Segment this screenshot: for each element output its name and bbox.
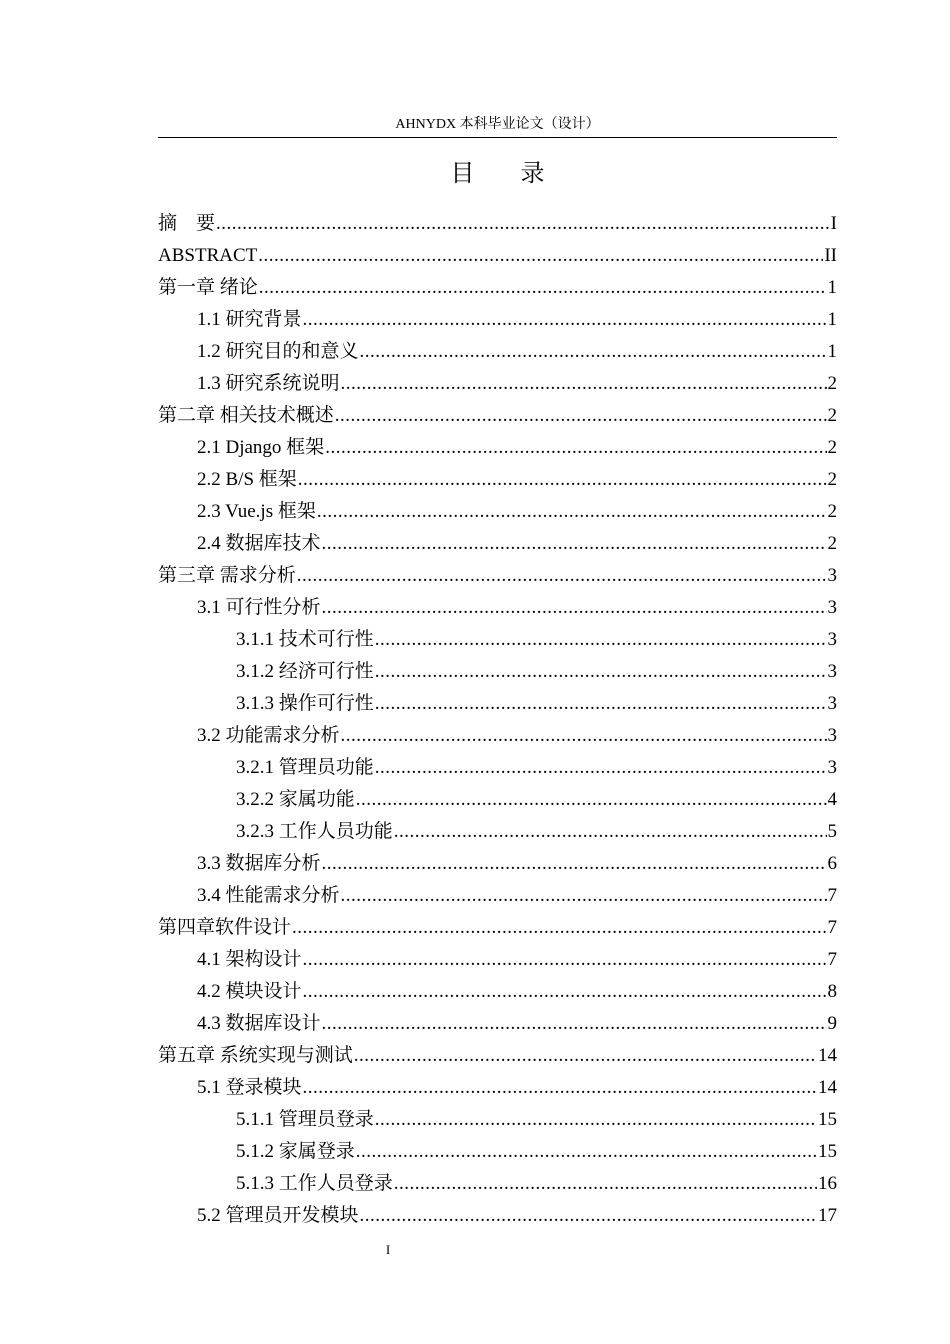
toc-entry-page: 7 bbox=[827, 885, 837, 906]
toc-entry-page: 8 bbox=[827, 981, 837, 1002]
toc-leader-dots bbox=[303, 304, 827, 336]
toc-entry[interactable] bbox=[158, 240, 837, 272]
toc-entry-label: 4.2 模块设计 bbox=[197, 981, 302, 1002]
toc-entry-label: 2.2 B/S 框架 bbox=[197, 469, 297, 490]
toc-entry[interactable] bbox=[158, 368, 837, 400]
toc-entry[interactable] bbox=[158, 496, 837, 528]
toc-entry[interactable] bbox=[158, 432, 837, 464]
toc-entry[interactable] bbox=[158, 944, 837, 976]
toc-entry[interactable] bbox=[158, 1136, 837, 1168]
toc-entry-page: 9 bbox=[827, 1013, 837, 1034]
toc-entry-page: 3 bbox=[827, 597, 837, 618]
header-rule bbox=[158, 137, 837, 138]
toc-leader-dots bbox=[394, 1168, 817, 1200]
toc-entry-label: 3.2.1 管理员功能 bbox=[236, 757, 374, 778]
toc-entry[interactable] bbox=[158, 848, 837, 880]
toc-entry[interactable] bbox=[158, 1200, 837, 1232]
toc-entry-page: 14 bbox=[818, 1077, 837, 1098]
toc-entry[interactable] bbox=[158, 560, 837, 592]
toc-entry-label: 3.3 数据库分析 bbox=[197, 853, 321, 874]
toc-entry-label: 5.1.2 家属登录 bbox=[236, 1141, 355, 1162]
toc-entry[interactable] bbox=[158, 1008, 837, 1040]
toc-entry-page: 14 bbox=[818, 1045, 837, 1066]
toc-leader-dots bbox=[259, 272, 827, 304]
toc-entry[interactable] bbox=[158, 304, 837, 336]
toc-entry-label: 第二章 相关技术概述 bbox=[158, 405, 334, 426]
toc-entry[interactable] bbox=[158, 400, 837, 432]
toc-entry-page: 16 bbox=[818, 1173, 837, 1194]
toc-entry-page: 6 bbox=[827, 853, 837, 874]
toc-entry-page: 2 bbox=[827, 469, 837, 490]
toc-entry-label: 3.2 功能需求分析 bbox=[197, 725, 340, 746]
toc-entry[interactable] bbox=[158, 464, 837, 496]
toc-entry-page: 2 bbox=[827, 501, 837, 522]
toc-entry-label: 1.3 研究系统说明 bbox=[197, 373, 340, 394]
toc-leader-dots bbox=[292, 912, 826, 944]
toc-entry-page: 7 bbox=[827, 949, 837, 970]
toc-entry-label: 3.1.2 经济可行性 bbox=[236, 661, 374, 682]
toc-entry-page: 2 bbox=[827, 405, 837, 426]
toc-entry[interactable] bbox=[158, 912, 837, 944]
table-of-contents bbox=[158, 208, 837, 1232]
toc-entry-label: 3.1.3 操作可行性 bbox=[236, 693, 374, 714]
toc-leader-dots bbox=[375, 624, 827, 656]
toc-entry-label: 1.1 研究背景 bbox=[197, 309, 302, 330]
toc-entry-label: 4.3 数据库设计 bbox=[197, 1013, 321, 1034]
toc-entry[interactable] bbox=[158, 1104, 837, 1136]
toc-entry-label: 1.2 研究目的和意义 bbox=[197, 341, 359, 362]
toc-entry[interactable] bbox=[158, 592, 837, 624]
toc-entry[interactable] bbox=[158, 1040, 837, 1072]
toc-entry-page: 15 bbox=[818, 1141, 837, 1162]
toc-leader-dots bbox=[322, 848, 827, 880]
toc-entry[interactable] bbox=[158, 816, 837, 848]
toc-entry-label: ABSTRACT bbox=[158, 245, 258, 266]
toc-entry-label: 摘 要 bbox=[158, 213, 216, 234]
toc-entry-label: 5.1 登录模块 bbox=[197, 1077, 302, 1098]
toc-entry[interactable] bbox=[158, 784, 837, 816]
toc-entry-page: 2 bbox=[827, 533, 837, 554]
toc-leader-dots bbox=[325, 432, 826, 464]
toc-entry-page: 3 bbox=[827, 693, 837, 714]
toc-entry-page: II bbox=[824, 245, 837, 266]
toc-entry[interactable] bbox=[158, 624, 837, 656]
toc-entry[interactable] bbox=[158, 976, 837, 1008]
toc-entry-page: 17 bbox=[818, 1205, 837, 1226]
toc-entry-label: 3.2.2 家属功能 bbox=[236, 789, 355, 810]
toc-entry-label: 5.1.3 工作人员登录 bbox=[236, 1173, 393, 1194]
toc-leader-dots bbox=[375, 1104, 817, 1136]
toc-leader-dots bbox=[303, 976, 827, 1008]
toc-entry[interactable] bbox=[158, 880, 837, 912]
toc-leader-dots bbox=[303, 1072, 817, 1104]
running-header: AHNYDX 本科毕业论文（设计） bbox=[395, 117, 600, 132]
toc-entry[interactable] bbox=[158, 688, 837, 720]
toc-leader-dots bbox=[375, 688, 827, 720]
toc-entry-page: 1 bbox=[827, 309, 837, 330]
toc-entry-label: 第一章 绪论 bbox=[158, 277, 258, 298]
toc-entry-label: 5.2 管理员开发模块 bbox=[197, 1205, 359, 1226]
toc-entry-label: 3.4 性能需求分析 bbox=[197, 885, 340, 906]
toc-leader-dots bbox=[375, 752, 827, 784]
toc-entry-page: 4 bbox=[827, 789, 837, 810]
toc-entry-page: I bbox=[830, 213, 837, 234]
toc-entry-page: 15 bbox=[818, 1109, 837, 1130]
toc-entry-page: 3 bbox=[827, 757, 837, 778]
toc-entry-label: 2.4 数据库技术 bbox=[197, 533, 321, 554]
toc-entry-page: 5 bbox=[827, 821, 837, 842]
toc-leader-dots bbox=[317, 496, 827, 528]
toc-leader-dots bbox=[394, 816, 827, 848]
toc-leader-dots bbox=[258, 240, 823, 272]
toc-entry[interactable] bbox=[158, 656, 837, 688]
toc-entry-label: 第五章 系统实现与测试 bbox=[158, 1045, 353, 1066]
toc-entry-page: 3 bbox=[827, 565, 837, 586]
toc-entry-page: 3 bbox=[827, 661, 837, 682]
toc-title: 目 录 bbox=[450, 161, 565, 187]
toc-entry-label: 3.1.1 技术可行性 bbox=[236, 629, 374, 650]
toc-entry-label: 4.1 架构设计 bbox=[197, 949, 302, 970]
toc-entry-page: 7 bbox=[827, 917, 837, 938]
toc-entry[interactable] bbox=[158, 1072, 837, 1104]
toc-entry-label: 5.1.1 管理员登录 bbox=[236, 1109, 374, 1130]
toc-leader-dots bbox=[341, 880, 827, 912]
toc-entry-page: 3 bbox=[827, 725, 837, 746]
toc-entry-page: 2 bbox=[827, 437, 837, 458]
toc-entry-label: 2.3 Vue.js 框架 bbox=[197, 501, 316, 522]
toc-entry-label: 第三章 需求分析 bbox=[158, 565, 296, 586]
toc-entry-page: 1 bbox=[827, 341, 837, 362]
toc-entry-page: 3 bbox=[827, 629, 837, 650]
toc-entry[interactable] bbox=[158, 720, 837, 752]
toc-leader-dots bbox=[335, 400, 827, 432]
toc-leader-dots bbox=[322, 528, 827, 560]
toc-leader-dots bbox=[341, 720, 827, 752]
toc-entry[interactable] bbox=[158, 752, 837, 784]
toc-entry-label: 3.1 可行性分析 bbox=[197, 597, 321, 618]
toc-leader-dots bbox=[322, 592, 827, 624]
toc-leader-dots bbox=[216, 208, 830, 240]
toc-entry-page: 2 bbox=[827, 373, 837, 394]
toc-entry[interactable] bbox=[158, 272, 837, 304]
toc-leader-dots bbox=[356, 1136, 817, 1168]
toc-leader-dots bbox=[354, 1040, 817, 1072]
toc-leader-dots bbox=[297, 560, 827, 592]
toc-leader-dots bbox=[298, 464, 827, 496]
page-number: I bbox=[385, 1242, 391, 1257]
toc-leader-dots bbox=[360, 336, 827, 368]
toc-entry-label: 3.2.3 工作人员功能 bbox=[236, 821, 393, 842]
toc-leader-dots bbox=[360, 1200, 817, 1232]
toc-entry[interactable] bbox=[158, 1168, 837, 1200]
toc-leader-dots bbox=[375, 656, 827, 688]
toc-leader-dots bbox=[356, 784, 827, 816]
toc-entry-label: 第四章软件设计 bbox=[158, 917, 292, 938]
toc-entry[interactable] bbox=[158, 208, 837, 240]
toc-entry[interactable] bbox=[158, 336, 837, 368]
toc-entry[interactable] bbox=[158, 528, 837, 560]
toc-entry-label: 2.1 Django 框架 bbox=[197, 437, 325, 458]
toc-leader-dots bbox=[341, 368, 827, 400]
toc-leader-dots bbox=[303, 944, 827, 976]
toc-leader-dots bbox=[322, 1008, 827, 1040]
toc-entry-page: 1 bbox=[827, 277, 837, 298]
